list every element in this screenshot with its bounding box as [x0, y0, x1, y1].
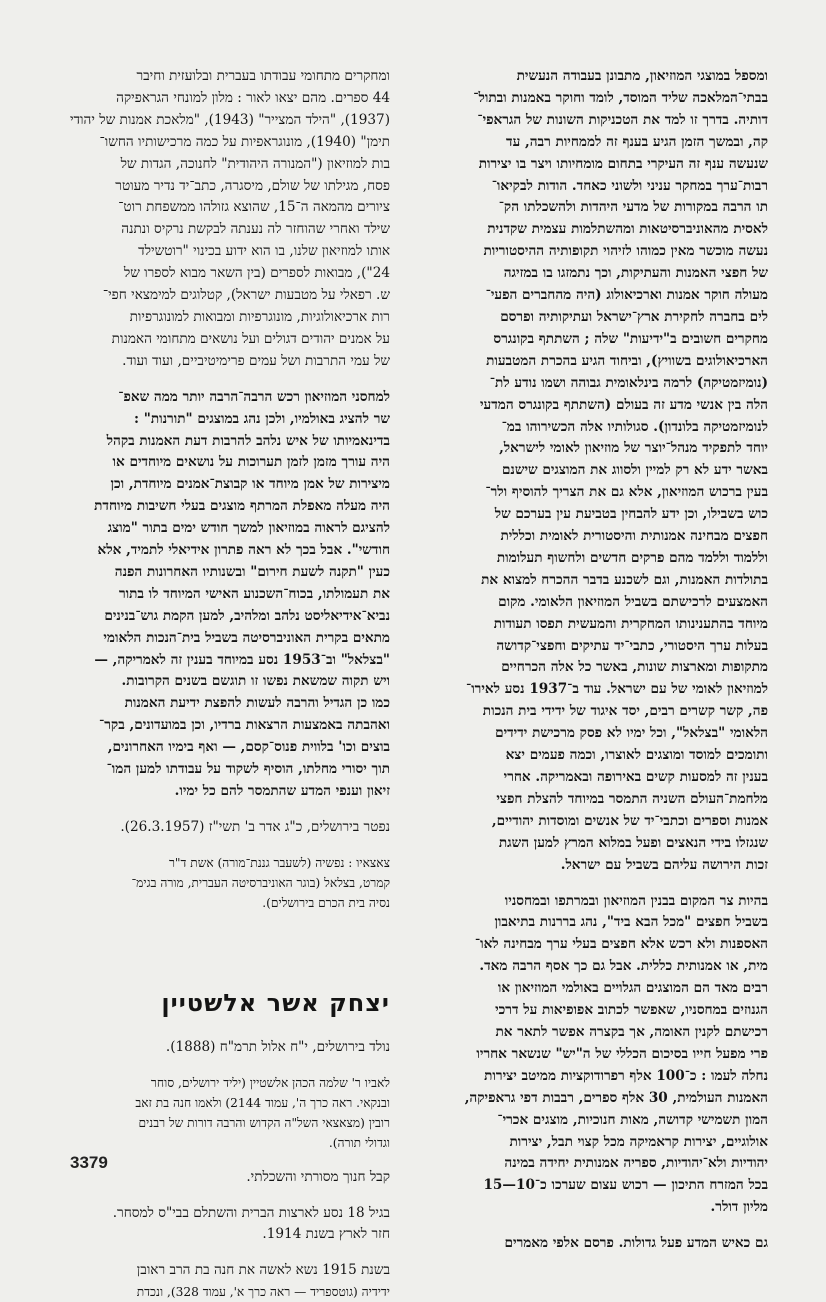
text-line: לנומיזמטיקה בלונדון). סגולותיו אלה הכשירוהו במ־ [501, 418, 768, 435]
text-line: פה, קשר קשרים רבים, יסד איגוד של ידידי בית הנכות [482, 703, 768, 720]
text-line: תוך יסורי מחלתו, הוסיף לשקוד על עבודתו למען המו־ [106, 761, 390, 778]
text-line: מית, או אמנותית כללית. אבל גם כך אסף הרבה מאד. [479, 958, 768, 975]
text-line: תימן" (1940), מונוגראפיות על כמה מרכישותיו החשו־ [99, 133, 390, 150]
text-line: חפצים מבחינה אמנותית והיסטורית לאומית וכללית [500, 528, 768, 545]
text-line: כעין "תקנה לשעת חירום" ובשנותיו האחרונות הפנה [114, 563, 390, 580]
text-line: "בצלאל" וב־1953 נסע במיוחד בענין זה לאמריקה, — [94, 651, 390, 668]
paragraph-gap [68, 1246, 390, 1260]
text-line: האספנות ולא רכש אלא חפצים בעלי ערך מבחינה לאו־ [474, 936, 768, 953]
text-line: וללמוד וללמד מהם פרקים חדשים ולחשוף תעלומות [496, 549, 768, 566]
text-line: ומחקרים מתחומי עבודתו בעברית ובלועזית וחיבר [136, 68, 390, 84]
text-line: לאסית מהאוניברסיטאות ומהשתלמות עצמית שקדנית [487, 221, 768, 238]
text-line: דותיה. בדרך זו למד את הטכניקות השונות של הגראפי־ [477, 111, 768, 128]
text-line: בשנת 1915 נשא לאשה את חנה בת הרב ראובן [136, 1262, 390, 1279]
text-line: נפטר בירושלים, כ"ג אדר ב' תשי"ז (26.3.1957). [120, 818, 390, 835]
text-line: קמרט, בצלאל (בוגר האוניברסיטה העברית, מורה בגימ־ [131, 875, 390, 890]
text-line: קה, ובמשך הזמן הגיע בענף זה לממחיות רבה, עד [506, 133, 768, 150]
text-line: בדינאמיותו של איש נלהב להרבות דעת האמנות בקהל [106, 432, 390, 449]
text-line: קבל חנוך מסורתי והשכלתי. [246, 1168, 390, 1185]
text-line: פסח, מגילתו של שולם, מיסגרה, כתב־יד נדיר מעוטר [115, 177, 390, 194]
text-line: אולוגיים, יצירות קראמיקה מכל קצוי תבל, יצירות [509, 1133, 768, 1150]
text-line: מיצירות של אמן מיוחד או קבוצת־אמנים מיוחדת, וכן [110, 476, 390, 493]
text-line: יוחד לתפקיד מנהל־יוצר של מוזיאון לאומי לישראל, [499, 440, 768, 457]
text-line: הגנוזים במחסניו, שאפשר לכתוב אפופיאות על דרכי [495, 1002, 768, 1019]
paragraph-gap [68, 803, 390, 817]
text-line: נעשה מוכשר מאין כמוהו לזיהוי תקופותיה ההיסטוריות [483, 243, 768, 260]
text-line: בבתי־המלאכה שליד המוסד, לומד וחוקר באמנות ובתול־ [473, 89, 768, 106]
text-line: היה עורך מזמן לזמן תערוכות על נושאים מיוחדים או [112, 454, 390, 471]
text-line: של חפצי האמנות והעתיקות, וכך נתמזגו בו במזיגה [503, 265, 768, 282]
text-line: שר להציג באולמיו, ולכן נהג במוצגים "תורנות" : [134, 410, 390, 427]
text-line: זכות הירושה עליהם בשביל עם ישראל. [560, 856, 768, 873]
text-line: מעולה חוקר אמנות וארכיאולוג (היה מהחברים הפעי־ [485, 287, 768, 304]
text-line: פרי מפעל חייו בסיכום הכללי של ה"יש" שנשאר אחריו [476, 1045, 768, 1062]
paragraph-gap [446, 877, 768, 891]
text-line: חודשי". אבל בכך לא ראה פתרון אידיאלי לתמיד, אלא [97, 542, 390, 559]
text-line: נחלה לעמו : כ־100 אלף רפרודוקציות ממיטב יצירות [484, 1067, 768, 1084]
text-line: מחקרים חשובים ב"ידיעות" שלה ; השתתף בקונגרס [493, 330, 768, 347]
text-line: בגיל 18 נסע לארצות הברית והשתלם בבי"ס למסחר. [112, 1204, 390, 1221]
paragraph-gap [446, 1219, 768, 1233]
text-line: נולד בירושלים, י"ח אלול תרמ"ח (1888). [165, 1038, 390, 1055]
text-line: בות למוזיאון ("המנורה היהודית" לחנוכה, הגדות של [120, 155, 390, 172]
text-line: נביא־אידיאליסט נלהב ומלהיב, למען הקמת גוש־בנינים [104, 607, 390, 624]
text-line: האמנות העולמית, 30 אלף ספרים, רבבות דפי גראפיקה, [464, 1089, 768, 1106]
text-line: רות ארכיאולוגיות, מונוגרפיות ומבואות למונוגרפיות [129, 308, 390, 325]
text-line: המון תשמישי קדושה, מאות חנוכיות, מוצגים אכרי־ [497, 1111, 768, 1128]
text-line: זיאון וענפי המדע שהתמסר להם כל ימיו. [174, 783, 390, 799]
text-line: ש. רפאלי על מטבעות ישראל), קטלוגים למימצאי חפי־ [102, 287, 390, 304]
text-line: בעלות ערך היסטורי, כתבי־יד עתיקים וחפצי־קדושה [496, 637, 768, 654]
text-line: היה מעלה מאפלת המרתף מוצגים בעלי חשיבות מיוחדת [94, 498, 390, 515]
text-line: הארכיאולוגים בשוויץ), וביחוד הגיע בהכרת המטבעות [486, 352, 768, 369]
text-line: רובין (מצאצאי השל"ה הקדוש והרבה דורות של רבנים [138, 1115, 390, 1130]
text-line: מלחמת־העולם השניה התמסר במיוחד להצלת חפצי [496, 790, 768, 807]
text-line: רכישתם לקנין האומה, אך בקצרה אפשר לתאר את [495, 1023, 768, 1040]
text-line: ואהבתה באמצעות הרצאות ברדיו, וכן במועדונים, בקר־ [99, 717, 390, 734]
text-line: הלאומי "בצלאל", וכל ימיו לא פסק מרכישת ידידים [495, 725, 768, 742]
text-line: תו הרבה במקורות של מדעי היהדות ולהשכלתו הק־ [498, 199, 768, 216]
text-line: רבים מאד הם המוצגים הגלויים באולמי המוזיאון או [497, 980, 768, 997]
text-line: חזר לארץ בשנת 1914. [262, 1226, 390, 1243]
text-line: בעין ברכוש המוזיאון, אלא גם את הצריך להוסיף ולר־ [485, 484, 768, 501]
paragraph-gap [68, 1059, 390, 1073]
text-line: וגדולי תורה). [328, 1135, 390, 1150]
text-line: בוצים וכו' בלווית פנוס־קסם, — ואף בימיו האחרונים, [107, 739, 390, 756]
text-line: אותו למוזיאון שלנו, בו הוא ידוע בכינוי "רוטשילד [138, 243, 390, 260]
right-column [446, 66, 768, 1255]
text-line: ויש תקוה שמשאת נפשו זו תוגשם בשנים הקרובות. [121, 673, 390, 690]
text-line: 44 ספרים. מהם יצאו לאור : מלון למונחי הגראפיקה [116, 89, 390, 106]
text-line: ובנקאי. ראה כרך ה', עמוד 2144) ולאמו חנה בת זאב [135, 1095, 390, 1110]
text-line: ומספל במוצגי המוזיאון, מתבונן בעבודה הנעשית [516, 68, 768, 84]
text-line: מתקופות ומארצות שונות, באשר כל אלה הכרחיים [501, 659, 768, 676]
left-column-top-text [68, 66, 390, 913]
text-line: בתולדות האמנות, וגם לשכנע בדבר ההכרח למצוא את [481, 571, 768, 588]
text-line: למחסני המוזיאון רכש הרבה־הרבה יותר ממה שאפ־ [118, 388, 390, 405]
text-line: שנעשה ענף זה העיקרי בתחום מומחיותו ויצר בו יצירות [478, 155, 768, 172]
left-column-bottom-text [68, 1037, 390, 1302]
text-line: כוש בשבילו, וכן ידע להבחין בטביעת עין בערכם של [494, 506, 768, 523]
text-line: על אמנים יהודים דגולים ועל נושאים מתחומי האמנות [111, 330, 390, 347]
text-line: בענין זה למסעות קשים באירופה ובאמריקה. אחרי [503, 769, 768, 785]
page-number: 3379 [70, 1153, 108, 1172]
text-line: יהודיות ולא־יהודיות, ספריה אמנותית יחידה במינה [504, 1155, 768, 1172]
text-line: בכל המזרח התיכון — רכוש עצום שערכו כ־10—15 [483, 1177, 768, 1194]
entry-title: יצחק אשר אלשטיין [161, 988, 390, 1017]
text-line: רבות־ערך במחקר עניני ולשוני כאחד. הודות לבקיאו־ [491, 177, 768, 194]
text-line: מתאים בקרית האוניברסיטה בשביל בית־הנכות הלאומי [103, 629, 390, 646]
text-line: אמנות וספרים וכתבי־יד של אנשים ומוסדות יהודיים, [491, 812, 768, 829]
text-line: מליון דולר. [710, 1199, 768, 1216]
text-line: שילד ואחרי שהוחזר לה נענתה לבקשת נרקיס ונתנה [121, 221, 390, 238]
text-line: ידידיה (גוטספריד — ראה כרך א', עמוד 328), ונכדת [136, 1285, 390, 1300]
text-line: ציורים מהמאה ה־15, שהוצא גזולהו ממשפחת רוט־ [118, 199, 390, 216]
text-line: לים בחברה לחקירת ארץ־ישראל ועתיקותיה ופרסם [500, 308, 768, 325]
section-spacer [68, 913, 390, 993]
text-line: גם כאיש המדע פעל גדולות. פרסם אלפי מאמרים [504, 1235, 768, 1252]
paragraph-gap [68, 373, 390, 387]
text-line: בשביל חפצים "מכל הבא ביד", נהג בררנות בתיאבון [494, 914, 768, 931]
text-line: כמו כן הגדיל והרבה לעשות להפצת ידיעת האמנות [124, 695, 390, 712]
text-line: להציגם לראוה במוזיאון למשך חודש ימים בתור "מוצג [107, 520, 390, 537]
text-line: של עמי התרבות ושל עמים פרימיטיביים, ועוד ועוד. [122, 352, 390, 369]
text-line: לאביו ר' שלמה הכהן אלשטיין (יליד ירושלים, סוחר [150, 1075, 390, 1090]
text-line: הלה בין אנשי מדע זה בעולם (השתתף בקונגרס המדעי [479, 396, 768, 413]
text-line: צאצאיו : נפשיה (לשעבר גננת־מורה) אשת ד"ר [168, 855, 390, 870]
paragraph-gap [68, 1189, 390, 1203]
text-line: האמצעים לרכישתם בשביל המוזיאון הלאומי. מקום [498, 593, 768, 610]
text-line: מיוחד בהתענינותו המחקרית והמעשית תפסו תעודות [493, 615, 768, 632]
text-line: באשר ידע לא רק למיין ולסווג את המוצגים שישנם [501, 462, 768, 479]
text-line: למוזיאון לאומי של עם ישראל. עוד ב־1937 נסע לאירו־ [466, 681, 768, 698]
text-line: (נומיזמטיקה) לרמה בינלאומית גבוהה ושמו נודע לת־ [489, 374, 768, 391]
paragraph-gap [68, 839, 390, 853]
text-line: שנגזלו בידי הנאצים ופעל במלוא המרץ למען השגת [498, 834, 768, 851]
left-column [68, 66, 390, 1302]
text-line: ותומכים למוסד ומוצגים לאוצרו, וכמה פעמים יצא [505, 747, 768, 764]
text-line: 24"), מבואות לספרים (בין השאר מבוא לספרו של [123, 265, 390, 282]
text-line: את תעמולתו, בכוח־השכנוע האישי המיוחד לו בתור [118, 585, 390, 602]
paragraph-gap [68, 1153, 390, 1167]
text-line: (1937), "הילד המצייר" (1943), "מלאכת אמנות של יהודי [69, 111, 390, 128]
text-line: בהיות צר המקום בבנין המוזיאון ובמרתפו ובמחסניו [504, 892, 768, 909]
text-line: נסיה בית הכרם בירושלים). [262, 895, 390, 910]
